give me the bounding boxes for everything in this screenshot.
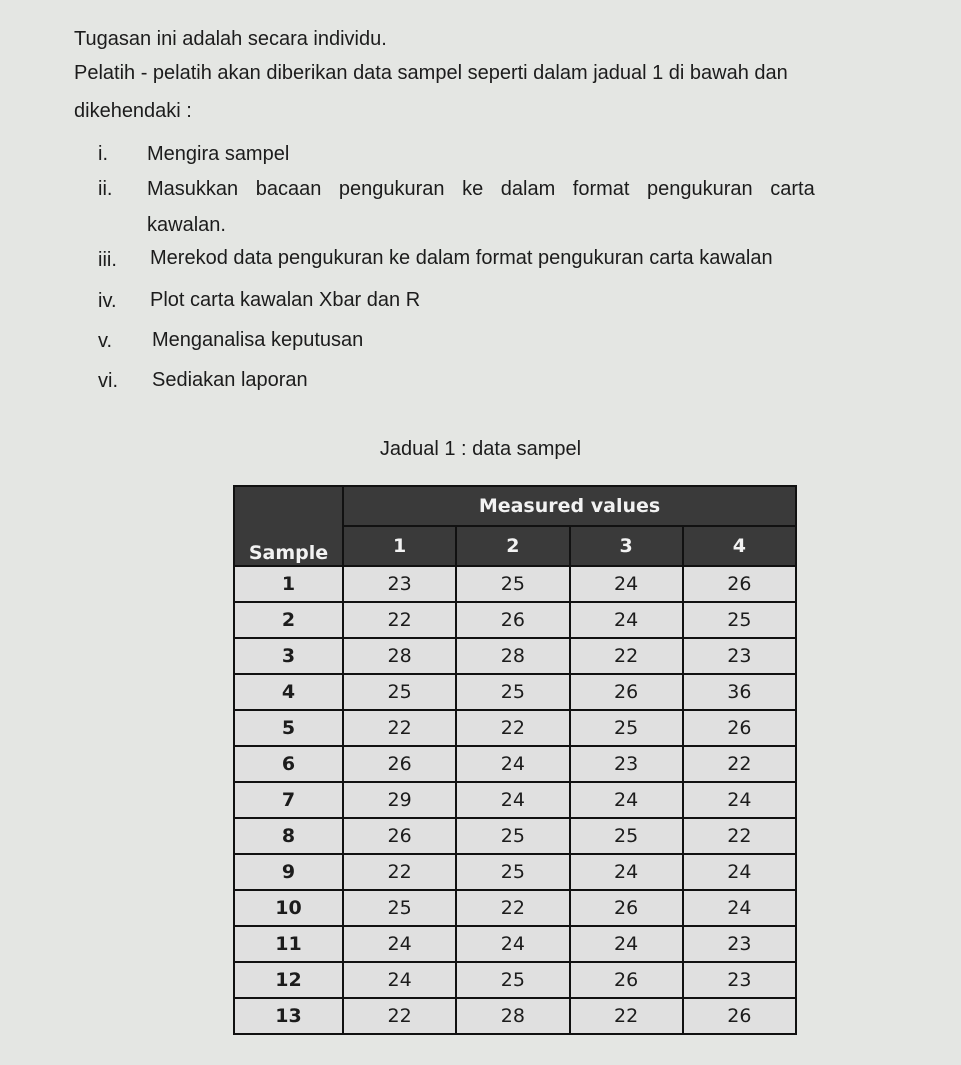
sample-number-cell: 13 xyxy=(234,998,343,1034)
measured-value-cell: 23 xyxy=(570,746,683,782)
measured-value-cell: 28 xyxy=(456,998,569,1034)
measured-value-cell: 22 xyxy=(570,638,683,674)
measured-value-cell: 26 xyxy=(456,602,569,638)
measured-value-cell: 24 xyxy=(570,926,683,962)
table-row xyxy=(234,674,796,710)
column-header: 2 xyxy=(456,526,569,566)
table-row xyxy=(234,638,796,674)
measured-value-cell: 23 xyxy=(683,962,796,998)
measured-value-cell: 26 xyxy=(343,818,456,854)
task-number: i. xyxy=(98,143,108,165)
measured-value-cell: 24 xyxy=(456,926,569,962)
table-row xyxy=(234,962,796,998)
measured-value-cell: 25 xyxy=(456,674,569,710)
measured-value-cell: 22 xyxy=(456,710,569,746)
measured-value-cell: 24 xyxy=(343,926,456,962)
sample-number-cell: 9 xyxy=(234,854,343,890)
sample-number-cell: 6 xyxy=(234,746,343,782)
measured-value-cell: 24 xyxy=(570,782,683,818)
sample-number-cell: 3 xyxy=(234,638,343,674)
measured-value-cell: 23 xyxy=(683,638,796,674)
table-caption: Jadual 1 : data sampel xyxy=(379,438,582,460)
task-number: v. xyxy=(98,330,113,352)
task-text: Merekod data pengukuran ke dalam format pengukuran carta kawalan xyxy=(150,247,773,269)
table-row xyxy=(234,602,796,638)
table-row xyxy=(234,710,796,746)
table-row xyxy=(234,926,796,962)
measured-value-cell: 29 xyxy=(343,782,456,818)
measured-value-cell: 24 xyxy=(570,854,683,890)
measured-value-cell: 22 xyxy=(570,998,683,1034)
measured-value-cell: 23 xyxy=(343,566,456,602)
table-row xyxy=(234,746,796,782)
measured-value-cell: 22 xyxy=(456,890,569,926)
measured-value-cell: 22 xyxy=(683,746,796,782)
task-text-continued: kawalan. xyxy=(147,214,226,236)
measured-value-cell: 23 xyxy=(683,926,796,962)
task-number: iv. xyxy=(98,290,117,312)
column-header: 1 xyxy=(343,526,456,566)
measured-value-cell: 26 xyxy=(343,746,456,782)
sample-number-cell: 11 xyxy=(234,926,343,962)
measured-value-cell: 24 xyxy=(456,782,569,818)
measured-value-cell: 25 xyxy=(456,854,569,890)
measured-value-cell: 25 xyxy=(570,710,683,746)
task-number: ii. xyxy=(98,178,113,200)
measured-value-cell: 25 xyxy=(456,962,569,998)
sample-number-cell: 12 xyxy=(234,962,343,998)
intro-line-3: dikehendaki : xyxy=(74,100,192,122)
measured-value-cell: 26 xyxy=(683,710,796,746)
task-text: Masukkan bacaan pengukuran ke dalam format pengukuran carta xyxy=(147,178,815,200)
table-row xyxy=(234,782,796,818)
sample-number-cell: 2 xyxy=(234,602,343,638)
measured-value-cell: 22 xyxy=(343,710,456,746)
task-number: vi. xyxy=(98,370,118,392)
measured-value-cell: 25 xyxy=(343,890,456,926)
sample-number-cell: 5 xyxy=(234,710,343,746)
table-row xyxy=(234,566,796,602)
measured-value-cell: 24 xyxy=(343,962,456,998)
task-text: Sediakan laporan xyxy=(152,369,308,391)
table-row xyxy=(234,854,796,890)
measured-value-cell: 26 xyxy=(570,674,683,710)
sample-number-cell: 8 xyxy=(234,818,343,854)
measured-value-cell: 22 xyxy=(343,998,456,1034)
measured-value-cell: 26 xyxy=(683,566,796,602)
task-text: Menganalisa keputusan xyxy=(152,329,364,351)
measured-values-header: Measured values xyxy=(343,486,796,526)
measured-value-cell: 25 xyxy=(343,674,456,710)
measured-value-cell: 24 xyxy=(683,854,796,890)
sample-number-cell: 7 xyxy=(234,782,343,818)
measured-value-cell: 22 xyxy=(343,602,456,638)
measured-value-cell: 25 xyxy=(456,818,569,854)
table-row xyxy=(234,998,796,1034)
sample-data-table xyxy=(233,485,797,1035)
measured-value-cell: 24 xyxy=(683,782,796,818)
measured-value-cell: 24 xyxy=(683,890,796,926)
measured-value-cell: 25 xyxy=(456,566,569,602)
sample-header: Sample xyxy=(234,486,343,566)
table-row xyxy=(234,890,796,926)
task-text: Plot carta kawalan Xbar dan R xyxy=(150,289,421,311)
sample-number-cell: 4 xyxy=(234,674,343,710)
sample-number-cell: 1 xyxy=(234,566,343,602)
measured-value-cell: 25 xyxy=(570,818,683,854)
task-number: iii. xyxy=(98,249,117,271)
intro-line-1: Tugasan ini adalah secara individu. xyxy=(74,28,387,50)
measured-value-cell: 26 xyxy=(570,962,683,998)
sample-number-cell: 10 xyxy=(234,890,343,926)
measured-value-cell: 22 xyxy=(683,818,796,854)
measured-value-cell: 24 xyxy=(570,602,683,638)
measured-value-cell: 25 xyxy=(683,602,796,638)
table-row xyxy=(234,818,796,854)
measured-value-cell: 28 xyxy=(456,638,569,674)
measured-value-cell: 24 xyxy=(456,746,569,782)
intro-line-2: Pelatih - pelatih akan diberikan data sampel seperti dalam jadual 1 di bawah dan xyxy=(74,62,788,84)
column-header: 3 xyxy=(570,526,683,566)
measured-value-cell: 26 xyxy=(683,998,796,1034)
measured-value-cell: 28 xyxy=(343,638,456,674)
measured-value-cell: 24 xyxy=(570,566,683,602)
measured-value-cell: 36 xyxy=(683,674,796,710)
column-header: 4 xyxy=(683,526,796,566)
measured-value-cell: 22 xyxy=(343,854,456,890)
task-text: Mengira sampel xyxy=(147,143,290,165)
measured-value-cell: 26 xyxy=(570,890,683,926)
